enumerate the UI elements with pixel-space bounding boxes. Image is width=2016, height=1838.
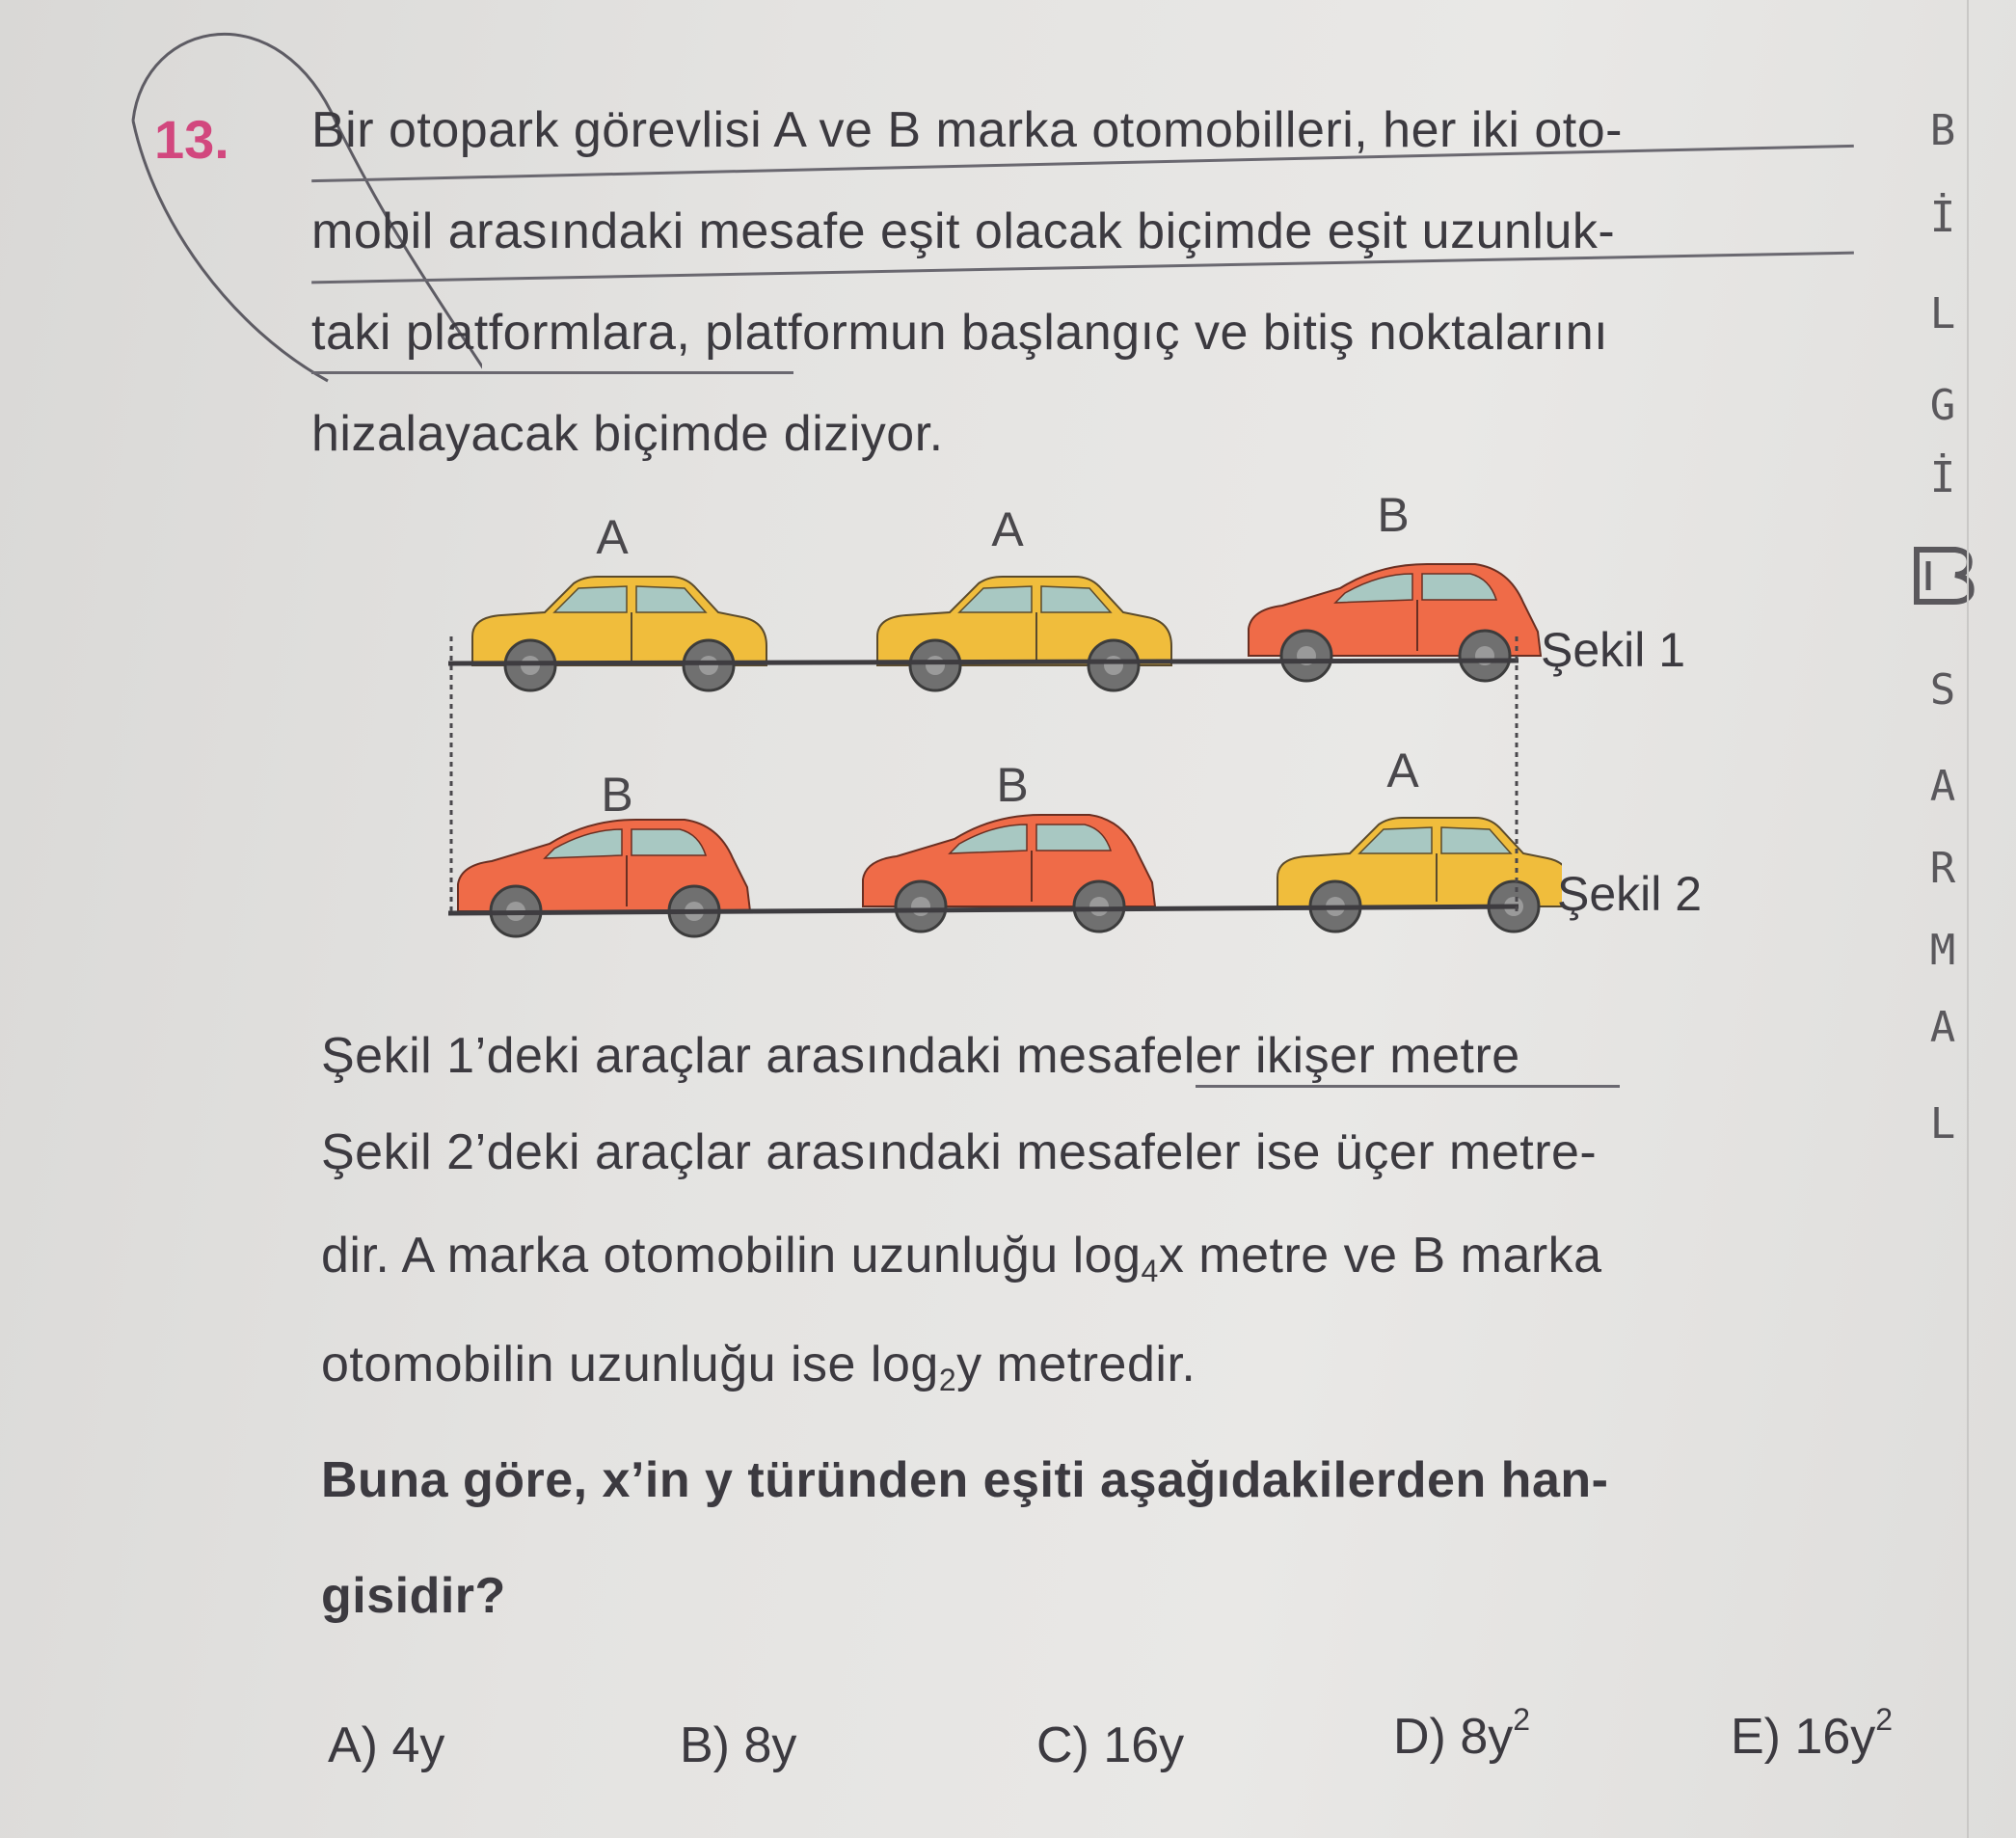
log-base: 4 — [1141, 1254, 1159, 1288]
prompt-line-1: Buna göre, x’in y türünden eşiti aşağıdakilerden han- — [321, 1452, 1609, 1508]
paragraph-line-1: Şekil 1’deki araçlar arasındaki mesafeler ikişer metre — [321, 1028, 1520, 1084]
option-label: B) 8y — [680, 1717, 797, 1773]
side-letter: S — [1929, 665, 1956, 715]
car-label: A — [1386, 743, 1419, 797]
question-line-1: Bir otopark görevlisi A ve B marka otomobilleri, her iki oto- — [311, 102, 1623, 158]
car-b — [863, 815, 1155, 932]
log-base: 2 — [938, 1363, 957, 1397]
option-e[interactable] — [1731, 1702, 1893, 1766]
side-letter: A — [1929, 1003, 1956, 1052]
car-label: A — [991, 502, 1024, 556]
option-c[interactable] — [1036, 1716, 1184, 1774]
platform-1 — [448, 661, 1519, 663]
side-letter: R — [1929, 844, 1956, 893]
option-label: E) 16y — [1731, 1709, 1876, 1765]
option-label: C) 16y — [1036, 1717, 1185, 1773]
option-b[interactable] — [680, 1716, 796, 1774]
paragraph-line-4 — [321, 1336, 1196, 1398]
text: x metre ve B marka — [1158, 1228, 1602, 1284]
option-label: A) 4y — [328, 1717, 445, 1773]
paragraph-line-2: Şekil 2’deki araçlar arasındaki mesafeler ise üçer metre- — [321, 1124, 1598, 1180]
option-a[interactable] — [328, 1716, 444, 1774]
prompt-line-2: gisidir? — [321, 1568, 506, 1624]
car-label: B — [601, 768, 633, 822]
side-letter: B — [1929, 106, 1956, 155]
brand-logo-icon — [1907, 540, 1984, 608]
side-letter: A — [1929, 762, 1956, 811]
text: otomobilin uzunluğu ise log — [321, 1337, 939, 1392]
question-number: 13. — [154, 109, 229, 170]
paragraph-line-3 — [321, 1227, 1602, 1289]
question-line-2: mobil arasındaki mesafe eşit olacak biçimde eşit uzunluk- — [311, 203, 1616, 259]
figure-caption-1: Şekil 1 — [1541, 623, 1686, 677]
question-line-4: hizalayacak biçimde diziyor. — [311, 406, 944, 462]
option-exponent: 2 — [1513, 1702, 1531, 1737]
text: dir. A marka otomobilin uzunluğu log — [321, 1228, 1142, 1284]
option-label: D) 8y — [1393, 1709, 1514, 1765]
car-a — [1277, 818, 1562, 932]
side-letter: G — [1929, 381, 1956, 430]
side-letter: L — [1929, 289, 1956, 338]
text: y metredir. — [956, 1337, 1196, 1392]
car-label: B — [1377, 488, 1410, 542]
figure-caption-2: Şekil 2 — [1557, 867, 1703, 921]
option-exponent: 2 — [1875, 1702, 1894, 1737]
margin-rule — [1967, 0, 1969, 1838]
pencil-underline — [1196, 1085, 1620, 1088]
car-label: A — [596, 510, 629, 564]
car-a — [877, 577, 1171, 690]
side-letter: L — [1929, 1099, 1956, 1149]
question-line-3: taki platformlara, platformun başlangıç ve bitiş noktalarını — [311, 305, 1609, 361]
car-label: B — [996, 758, 1029, 812]
pencil-underline — [311, 371, 793, 374]
car-b — [458, 820, 750, 936]
side-letter: İ — [1929, 453, 1956, 502]
car-a — [472, 577, 766, 690]
side-letter: M — [1929, 926, 1956, 975]
option-d[interactable] — [1393, 1702, 1530, 1766]
side-letter: İ — [1929, 193, 1956, 242]
